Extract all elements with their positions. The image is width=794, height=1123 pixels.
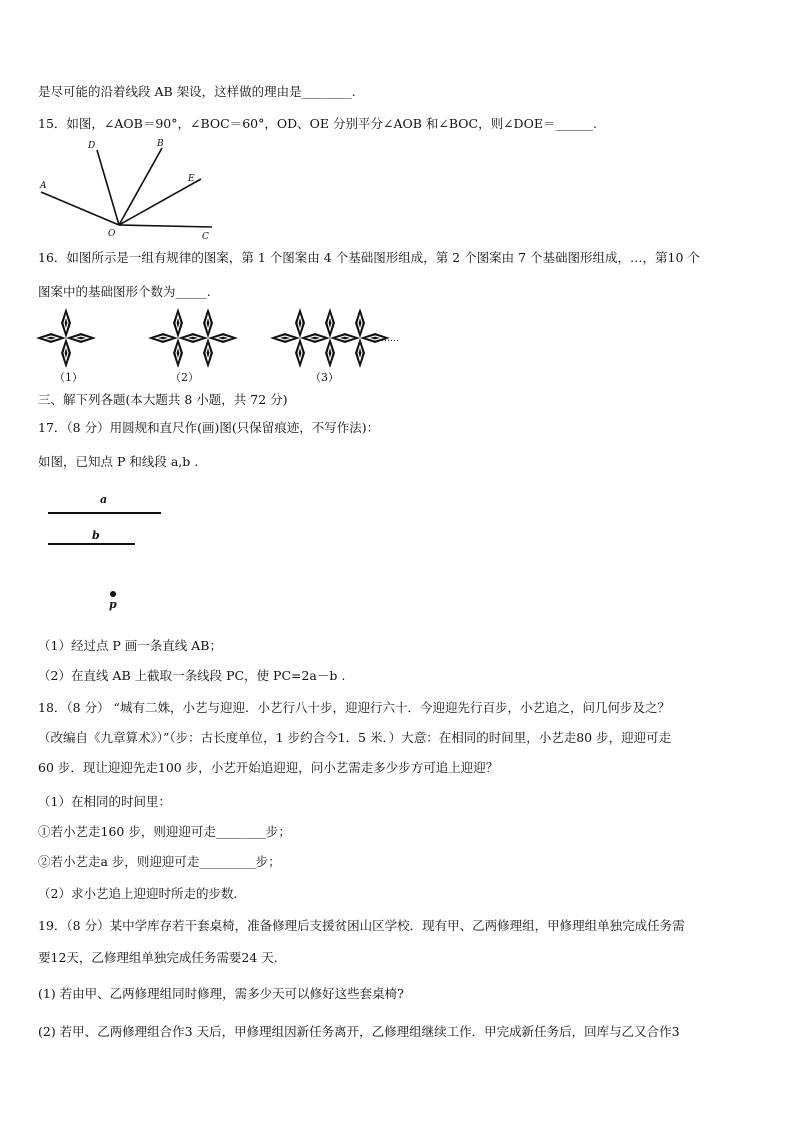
q17-part2: （2）在直线 AB 上截取一条线段 PC，使 PC=2a－b . [38, 668, 346, 683]
point-p [110, 591, 116, 597]
segments-figure [40, 488, 170, 614]
q16-line2: 图案中的基础图形个数为_____. [38, 284, 211, 299]
pattern-ellipsis: …… [381, 334, 399, 344]
ray-od [97, 150, 119, 225]
angle-figure [36, 136, 226, 242]
q18-sub1: ①若小艺走160 步，则迎迎可走________步； [38, 824, 291, 839]
pattern-1 [36, 308, 96, 368]
q17-part1: （1）经过点 P 画一条直线 AB； [38, 638, 222, 653]
q18-sub2: ②若小艺走a 步，则迎迎可走_________步； [38, 854, 281, 869]
section-3-heading: 三、解下列各题(本大题共 8 小题，共 72 分) [38, 392, 288, 407]
q19-line2: 要12天，乙修理组单独完成任务需要24 天. [38, 950, 278, 965]
label-o: O [108, 229, 116, 239]
caption-2: （2） [170, 371, 199, 384]
q15-text: 15．如图，∠AOB＝90°，∠BOC＝60°，OD、OE 分别平分∠AOB 和∠BOC，则∠DOE＝______. [38, 116, 597, 131]
q18-line3: 60 步．现让迎迎先走100 步，小艺开始追迎迎，问小艺需走多少步方可追上迎迎？ [38, 760, 499, 775]
label-e: E [188, 174, 195, 184]
q18-line2: （改编自《九章算术》）”（步：古长度单位，1 步约合今1．5 米．）大意：在相同的时间里，小艺走80 步，迎迎可走 [38, 730, 672, 745]
pattern-3 [270, 308, 390, 368]
q18-line1: 18．（8 分） “城有二姝，小艺与迎迎．小艺行八十步，迎迎行六十．今迎迎先行百步，小艺追之，问几何步及之？ [38, 700, 670, 715]
label-b: B [157, 139, 164, 149]
q18-part2: （2）求小艺追上迎迎时所走的步数. [38, 886, 238, 901]
caption-1: （1） [54, 371, 83, 384]
caption-3: （3） [310, 371, 339, 384]
point-p-label: p [109, 598, 117, 611]
ray-oa [41, 192, 119, 225]
q18-part1: （1）在相同的时间里： [38, 794, 171, 809]
pattern-figure [36, 306, 408, 388]
q17-given: 如图，已知点 P 和线段 a,b . [38, 454, 199, 469]
label-c: C [202, 232, 209, 242]
pattern-2 [148, 308, 238, 368]
label-a: A [40, 181, 47, 191]
q19-part2: (2) 若甲、乙两修理组合作3 天后，甲修理组因新任务离开，乙修理组继续工作．甲完成新任务后，回库与乙又合作3 [38, 1024, 680, 1039]
segment-a-label: a [100, 493, 108, 506]
label-d: D [88, 141, 96, 151]
ray-oc [119, 225, 212, 227]
q19-part1: (1) 若由甲、乙两修理组同时修理，需多少天可以修好这些套桌椅? [38, 986, 404, 1001]
q16-line1: 16．如图所示是一组有规律的图案，第 1 个图案由 4 个基础图形组成，第 2 个图案由 7 个基础图形组成，…，第10 个 [38, 250, 700, 265]
q17-header: 17．（8 分）用圆规和直尺作(画)图(只保留痕迹，不写作法)： [38, 420, 380, 435]
q19-line1: 19．（8 分）某中学库存若干套桌椅，准备修理后支援贫困山区学校．现有甲、乙两修理组，甲修理组单独完成任务需 [38, 918, 685, 933]
q14-tail: 是尽可能的沿着线段 AB 架设，这样做的理由是________. [38, 84, 356, 99]
segment-b-label: b [92, 529, 100, 542]
